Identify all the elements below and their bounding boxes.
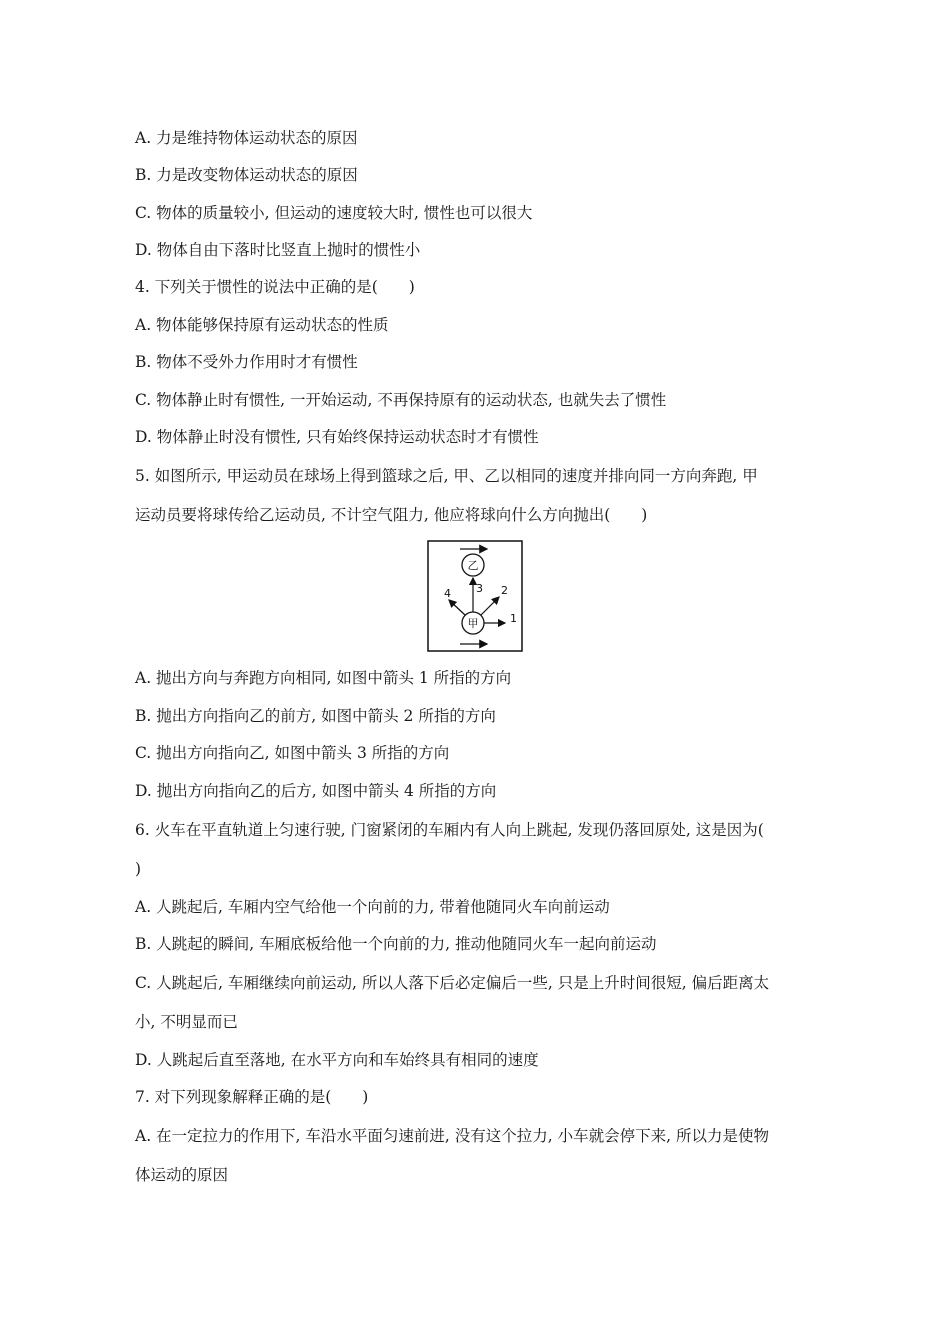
arrow-4-label: 4 — [444, 587, 451, 600]
arrow-1-label: 1 — [510, 612, 517, 625]
option-a: A. 抛出方向与奔跑方向相同, 如图中箭头 1 所指的方向 — [135, 669, 512, 687]
option-c: C. 抛出方向指向乙, 如图中箭头 3 所指的方向 — [135, 744, 450, 762]
arrow-2-label: 2 — [501, 584, 508, 597]
option-b: B. 物体不受外力作用时才有惯性 — [135, 353, 358, 371]
arrow-2 — [481, 597, 499, 615]
arrow-3-label: 3 — [476, 582, 483, 595]
option-a-line2: 体运动的原因 — [135, 1166, 229, 1184]
option-c: C. 物体的质量较小, 但运动的速度较大时, 惯性也可以很大 — [135, 204, 533, 222]
question-stem-line2: 运动员要将球传给乙运动员, 不计空气阻力, 他应将球向什么方向抛出( ) — [135, 506, 648, 524]
option-d: D. 物体静止时没有惯性, 只有始终保持运动状态时才有惯性 — [135, 428, 539, 446]
option-b: B. 抛出方向指向乙的前方, 如图中箭头 2 所指的方向 — [135, 707, 496, 725]
option-c: C. 物体静止时有惯性, 一开始运动, 不再保持原有的运动状态, 也就失去了惯性 — [135, 391, 667, 409]
players-diagram — [427, 540, 523, 652]
diagram-svg — [427, 540, 523, 652]
option-c-line1: C. 人跳起后, 车厢继续向前运动, 所以人落下后必定偏后一些, 只是上升时间很短, 偏后距离太 — [135, 974, 770, 992]
question-stem: 7. 对下列现象解释正确的是( ) — [135, 1088, 369, 1106]
question-stem: 4. 下列关于惯性的说法中正确的是( ) — [135, 278, 415, 296]
player-b-label: 乙 — [467, 559, 479, 572]
option-a: A. 力是维持物体运动状态的原因 — [135, 129, 358, 147]
arrow-4 — [449, 600, 465, 615]
question-stem-line2: ) — [135, 860, 142, 878]
option-d: D. 人跳起后直至落地, 在水平方向和车始终具有相同的速度 — [135, 1051, 539, 1069]
option-a: A. 人跳起后, 车厢内空气给他一个向前的力, 带着他随同火车向前运动 — [135, 898, 610, 916]
option-b: B. 人跳起的瞬间, 车厢底板给他一个向前的力, 推动他随同火车一起向前运动 — [135, 935, 657, 953]
option-a: A. 物体能够保持原有运动状态的性质 — [135, 316, 389, 334]
question-stem-line1: 5. 如图所示, 甲运动员在球场上得到篮球之后, 甲、乙以相同的速度并排向同一方向奔跑, 甲 — [135, 467, 758, 485]
option-d: D. 物体自由下落时比竖直上抛时的惯性小 — [135, 241, 421, 259]
option-d: D. 抛出方向指向乙的后方, 如图中箭头 4 所指的方向 — [135, 782, 497, 800]
option-b: B. 力是改变物体运动状态的原因 — [135, 166, 358, 184]
player-a-label: 甲 — [467, 617, 479, 630]
option-c-line2: 小, 不明显而已 — [135, 1013, 238, 1031]
question-stem-line1: 6. 火车在平直轨道上匀速行驶, 门窗紧闭的车厢内有人向上跳起, 发现仍落回原处, 这是因为( — [135, 821, 764, 839]
option-a-line1: A. 在一定拉力的作用下, 车沿水平面匀速前进, 没有这个拉力, 小车就会停下来, 所以力是使物 — [135, 1127, 769, 1145]
